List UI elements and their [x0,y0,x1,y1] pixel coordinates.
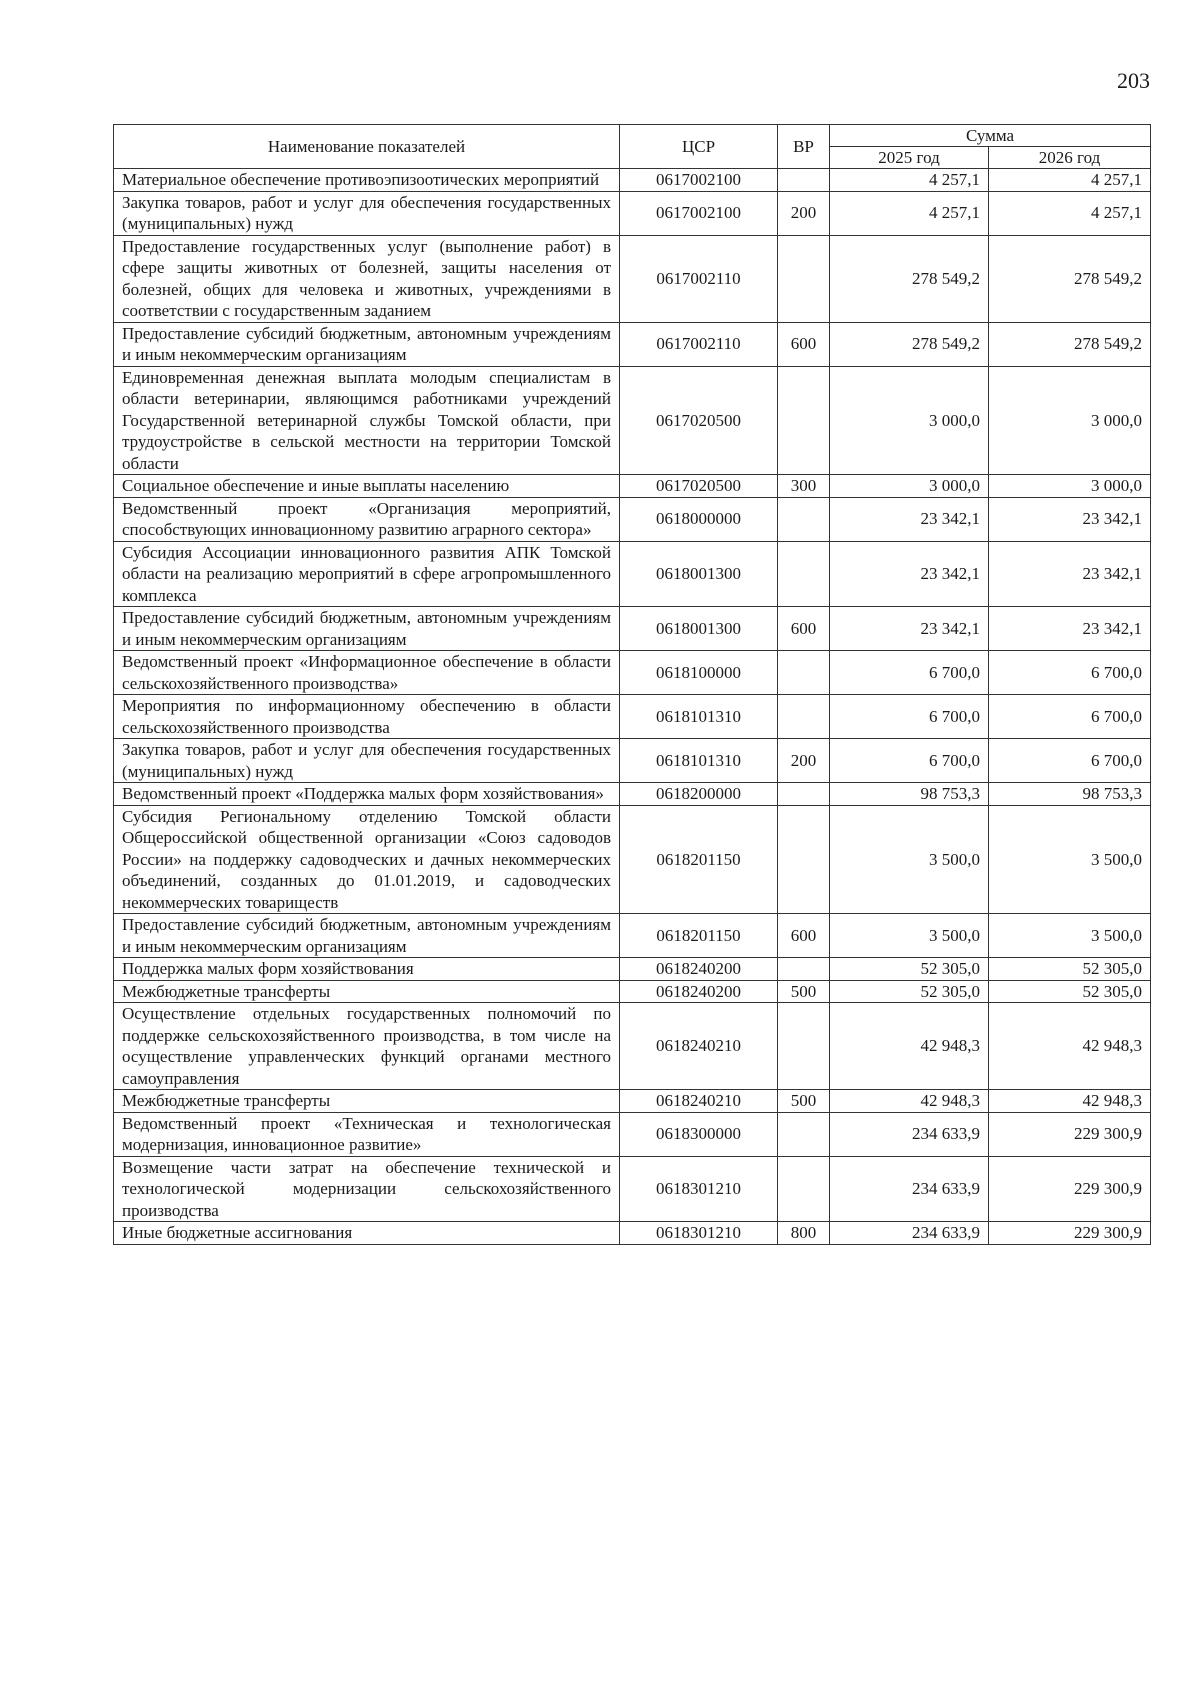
row-name: Межбюджетные трансферты [114,980,620,1003]
row-csr: 0617020500 [620,475,778,498]
row-vr: 200 [778,739,830,783]
row-name: Иные бюджетные ассигнования [114,1222,620,1245]
row-csr: 0618001300 [620,607,778,651]
header-sum: Сумма [830,125,1151,147]
row-csr: 0617020500 [620,366,778,475]
row-csr: 0617002110 [620,322,778,366]
row-sum-2026: 3 500,0 [989,805,1151,914]
row-sum-2025: 3 000,0 [830,475,989,498]
row-csr: 0618101310 [620,739,778,783]
row-sum-2025: 42 948,3 [830,1090,989,1113]
row-vr: 300 [778,475,830,498]
table-row [114,475,1151,498]
row-vr: 200 [778,191,830,235]
row-vr [778,958,830,981]
header-year-2025: 2025 год [830,147,989,169]
row-sum-2025: 4 257,1 [830,169,989,192]
row-vr [778,783,830,806]
row-vr: 500 [778,980,830,1003]
row-sum-2026: 42 948,3 [989,1003,1151,1090]
row-name: Ведомственный проект «Поддержка малых форм хозяйствования» [114,783,620,806]
row-sum-2026: 229 300,9 [989,1222,1151,1245]
row-vr: 500 [778,1090,830,1113]
row-name: Мероприятия по информационному обеспечению в области сельскохозяйственного производства [114,695,620,739]
row-name: Предоставление субсидий бюджетным, автономным учреждениям и иным некоммерческим организациям [114,607,620,651]
row-vr: 600 [778,914,830,958]
row-csr: 0618301210 [620,1156,778,1222]
row-vr [778,235,830,322]
row-csr: 0618001300 [620,541,778,607]
row-sum-2026: 23 342,1 [989,607,1151,651]
row-csr: 0618201150 [620,805,778,914]
row-sum-2026: 6 700,0 [989,695,1151,739]
row-sum-2025: 23 342,1 [830,541,989,607]
row-csr: 0617002100 [620,191,778,235]
table-row [114,366,1151,475]
table-row [114,980,1151,1003]
row-name: Ведомственный проект «Информационное обеспечение в области сельскохозяйственного производства» [114,651,620,695]
row-sum-2026: 23 342,1 [989,541,1151,607]
row-vr [778,651,830,695]
header-name: Наименование показателей [114,125,620,169]
row-vr [778,805,830,914]
row-vr [778,1156,830,1222]
row-csr: 0618301210 [620,1222,778,1245]
row-csr: 0618240200 [620,958,778,981]
row-sum-2026: 278 549,2 [989,235,1151,322]
row-sum-2026: 23 342,1 [989,497,1151,541]
row-vr [778,1003,830,1090]
row-name: Возмещение части затрат на обеспечение технической и технологической модернизации сельскохозяйственного производства [114,1156,620,1222]
table-row [114,235,1151,322]
row-name: Закупка товаров, работ и услуг для обеспечения государственных (муниципальных) нужд [114,739,620,783]
table-header [114,125,1151,169]
row-name: Межбюджетные трансферты [114,1090,620,1113]
row-sum-2025: 4 257,1 [830,191,989,235]
row-name: Ведомственный проект «Техническая и технологическая модернизация, инновационное развитие» [114,1112,620,1156]
row-vr: 600 [778,607,830,651]
row-sum-2025: 6 700,0 [830,651,989,695]
table-row [114,651,1151,695]
row-csr: 0618300000 [620,1112,778,1156]
row-csr: 0618240210 [620,1003,778,1090]
row-name: Единовременная денежная выплата молодым специалистам в области ветеринарии, являющимся работниками учреждений Государственной ветеринарной службы Томской области, при трудоустройстве в сельской местности на территории Томской области [114,366,620,475]
table-row [114,958,1151,981]
table-row [114,783,1151,806]
row-vr [778,695,830,739]
row-sum-2025: 278 549,2 [830,322,989,366]
row-sum-2026: 3 000,0 [989,475,1151,498]
table-row [114,739,1151,783]
row-sum-2026: 4 257,1 [989,191,1151,235]
row-sum-2025: 3 500,0 [830,914,989,958]
table-row [114,1112,1151,1156]
row-name: Социальное обеспечение и иные выплаты населению [114,475,620,498]
row-sum-2025: 234 633,9 [830,1112,989,1156]
header-year-2026: 2026 год [989,147,1151,169]
header-vr: ВР [778,125,830,169]
row-vr [778,1112,830,1156]
row-sum-2025: 52 305,0 [830,958,989,981]
row-sum-2025: 52 305,0 [830,980,989,1003]
row-sum-2026: 6 700,0 [989,739,1151,783]
row-sum-2026: 98 753,3 [989,783,1151,806]
row-sum-2025: 234 633,9 [830,1222,989,1245]
row-name: Материальное обеспечение противоэпизоотических мероприятий [114,169,620,192]
table-row [114,541,1151,607]
row-sum-2026: 52 305,0 [989,958,1151,981]
row-csr: 0618201150 [620,914,778,958]
row-sum-2026: 3 500,0 [989,914,1151,958]
row-name: Предоставление субсидий бюджетным, автономным учреждениям и иным некоммерческим организациям [114,914,620,958]
header-csr: ЦСР [620,125,778,169]
table-row [114,1156,1151,1222]
row-vr: 600 [778,322,830,366]
row-sum-2025: 3 000,0 [830,366,989,475]
row-csr: 0618200000 [620,783,778,806]
row-vr [778,366,830,475]
row-name: Закупка товаров, работ и услуг для обеспечения государственных (муниципальных) нужд [114,191,620,235]
table-row [114,191,1151,235]
row-csr: 0617002110 [620,235,778,322]
row-sum-2026: 229 300,9 [989,1112,1151,1156]
table-row [114,1003,1151,1090]
row-sum-2026: 52 305,0 [989,980,1151,1003]
row-sum-2026: 6 700,0 [989,651,1151,695]
row-sum-2026: 278 549,2 [989,322,1151,366]
row-name: Осуществление отдельных государственных полномочий по поддержке сельскохозяйственного производства, в том числе на осуществление управленческих функций органами местного самоуправления [114,1003,620,1090]
table-row [114,497,1151,541]
row-sum-2025: 278 549,2 [830,235,989,322]
row-name: Предоставление государственных услуг (выполнение работ) в сфере защиты животных от болезней, защиты населения от болезней, общих для человека и животных, учреждениями в соответствии с государственным заданием [114,235,620,322]
row-vr [778,541,830,607]
table-row [114,169,1151,192]
table-row [114,695,1151,739]
row-name: Субсидия Региональному отделению Томской области Общероссийской общественной организации «Союз садоводов России» на поддержку садоводческих и дачных некоммерческих объединений, созданных до 01.01.2019, и садоводческих некоммерческих товариществ [114,805,620,914]
table-row [114,1090,1151,1113]
table-row [114,607,1151,651]
row-csr: 0618000000 [620,497,778,541]
row-vr [778,497,830,541]
row-sum-2025: 98 753,3 [830,783,989,806]
row-csr: 0618100000 [620,651,778,695]
table-row [114,1222,1151,1245]
row-sum-2026: 42 948,3 [989,1090,1151,1113]
row-sum-2025: 23 342,1 [830,497,989,541]
table-row [114,322,1151,366]
row-sum-2025: 234 633,9 [830,1156,989,1222]
row-sum-2025: 23 342,1 [830,607,989,651]
row-csr: 0618240200 [620,980,778,1003]
table-row [114,914,1151,958]
row-sum-2025: 6 700,0 [830,739,989,783]
table-row [114,805,1151,914]
row-csr: 0617002100 [620,169,778,192]
row-sum-2026: 229 300,9 [989,1156,1151,1222]
row-csr: 0618240210 [620,1090,778,1113]
row-sum-2025: 42 948,3 [830,1003,989,1090]
row-csr: 0618101310 [620,695,778,739]
budget-table [113,124,1151,1245]
row-sum-2026: 4 257,1 [989,169,1151,192]
row-vr [778,169,830,192]
row-name: Субсидия Ассоциации инновационного развития АПК Томской области на реализацию мероприятий в сфере агропромышленного комплекса [114,541,620,607]
row-name: Ведомственный проект «Организация мероприятий, способствующих инновационному развитию аграрного сектора» [114,497,620,541]
row-sum-2025: 3 500,0 [830,805,989,914]
row-sum-2026: 3 000,0 [989,366,1151,475]
row-sum-2025: 6 700,0 [830,695,989,739]
row-name: Предоставление субсидий бюджетным, автономным учреждениям и иным некоммерческим организациям [114,322,620,366]
page-number: 203 [1117,68,1150,93]
row-vr: 800 [778,1222,830,1245]
row-name: Поддержка малых форм хозяйствования [114,958,620,981]
